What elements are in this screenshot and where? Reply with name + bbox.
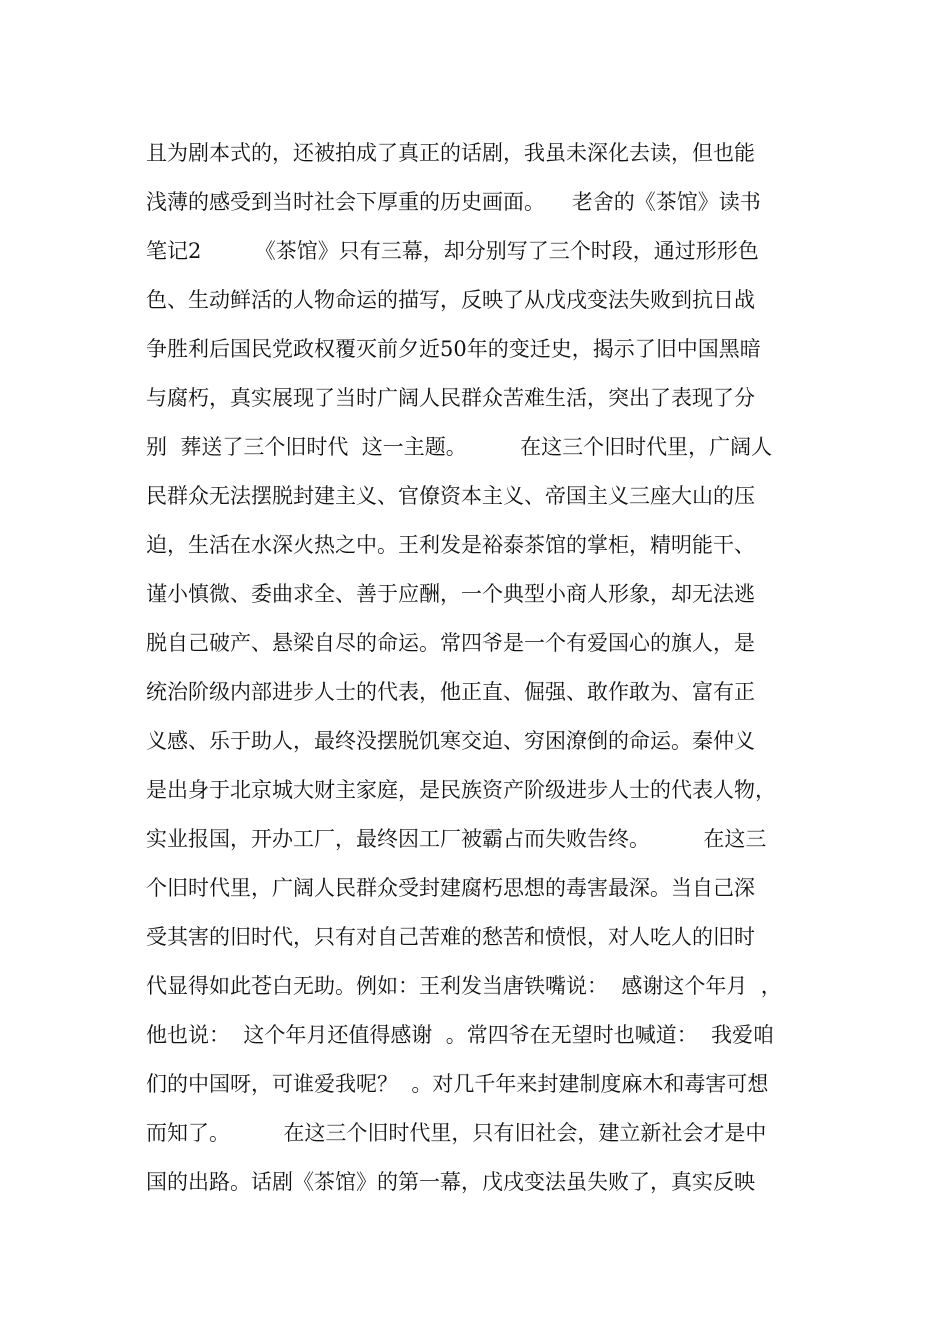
text-line: 个旧时代里，广阔人民群众受封建腐朽思想的毒害最深。当自己深 [146, 876, 755, 900]
text-line: 迫，生活在水深火热之中。王利发是裕泰茶馆的掌柜，精明能干、 [146, 533, 755, 557]
text-line: 统治阶级内部进步人士的代表，他正直、倔强、敢作敢为、富有正 [146, 680, 755, 704]
text-line: 谨小慎微、委曲求全、善于应酬，一个典型小商人形象，却无法逃 [146, 582, 755, 606]
text-line: 争胜利后国民党政权覆灭前夕近50年的变迁史，揭示了旧中国黑暗 [146, 337, 761, 361]
text-line: 而知了。 在这三个旧时代里，只有旧社会，建立新社会才是中 [146, 1121, 767, 1145]
body-text [146, 129, 816, 1207]
text-line: 受其害的旧时代，只有对自己苦难的愁苦和愤恨，对人吃人的旧时 [146, 925, 755, 949]
text-line: 实业报国，开办工厂，最终因工厂被霸占而失败告终。 在这三 [146, 827, 767, 851]
text-line: 们的中国呀，可谁爱我呢？ 。对几千年来封建制度麻木和毒害可想 [146, 1072, 769, 1096]
text-line: 且为剧本式的，还被拍成了真正的话剧，我虽未深化去读，但也能 [146, 141, 755, 165]
text-line: 色、生动鲜活的人物命运的描写，反映了从戊戌变法失败到抗日战 [146, 288, 755, 312]
text-line: 脱自己破产、悬梁自尽的命运。常四爷是一个有爱国心的旗人，是 [146, 631, 755, 655]
text-line: 代显得如此苍白无助。例如：王利发当唐铁嘴说： 感谢这个年月 ， [146, 974, 782, 998]
text-line: 是出身于北京城大财主家庭，是民族资产阶级进步人士的代表人物， [146, 778, 776, 802]
text-line: 浅薄的感受到当时社会下厚重的历史画面。 老舍的《茶馆》读书 [146, 190, 761, 214]
text-line: 义感、乐于助人，最终没摆脱饥寒交迫、穷困潦倒的命运。秦仲义 [146, 729, 755, 753]
text-line: 民群众无法摆脱封建主义、官僚资本主义、帝国主义三座大山的压 [146, 484, 755, 508]
text-line: 笔记2 《茶馆》只有三幕，却分别写了三个时段，通过形形色 [146, 239, 759, 263]
text-line: 国的出路。话剧《茶馆》的第一幕，戊戌变法虽失败了，真实反映 [146, 1170, 755, 1194]
text-line: 别 葬送了三个旧时代 这一主题。 在这三个旧时代里，广阔人 [146, 435, 773, 459]
text-line: 与腐朽，真实展现了当时广阔人民群众苦难生活，突出了表现了分 [146, 386, 755, 410]
text-line: 他也说： 这个年月还值得感谢 。常四爷在无望时也喊道： 我爱咱 [146, 1023, 775, 1047]
